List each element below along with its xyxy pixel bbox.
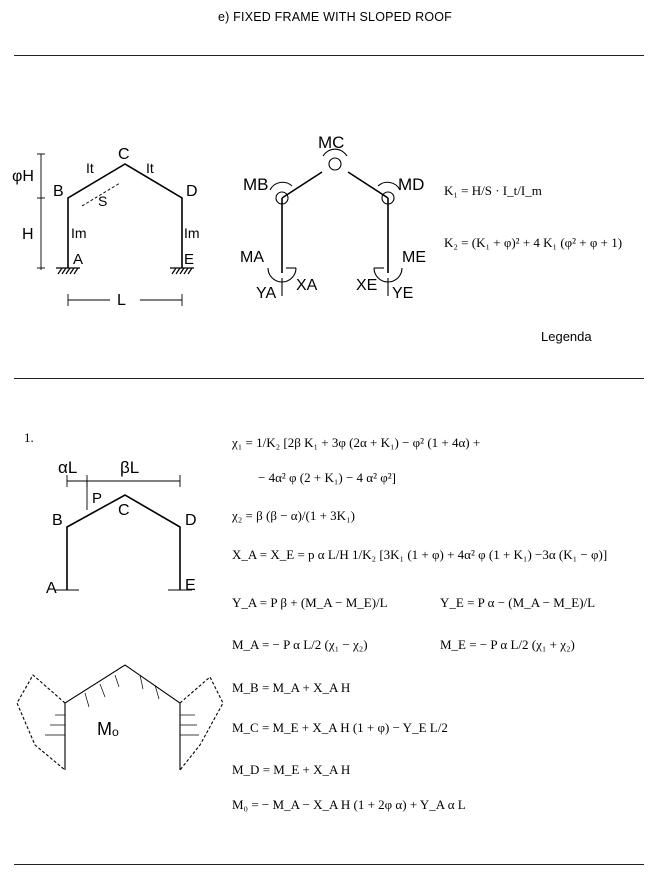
page-title: e) FIXED FRAME WITH SLOPED ROOF	[218, 10, 452, 24]
moment-diagram	[15, 655, 225, 775]
it-right-label: It	[146, 160, 154, 176]
case-node-d: D	[185, 512, 197, 529]
frame-geometry-diagram	[10, 140, 215, 310]
node-a-label: A	[73, 251, 84, 268]
xa-formula: X_A = X_E = p α L/H 1/K₂ [3K₁ (1 + φ) + 4α² φ (1 + K₁) −3α (K₁ − φ)]	[232, 547, 608, 562]
chi2-formula: χ₂ = β (β − α)/(1 + 3K₁)	[232, 508, 355, 523]
case-load-diagram	[40, 455, 215, 615]
case-node-b: B	[52, 512, 63, 529]
node-b-label: B	[53, 183, 64, 200]
l-label: L	[117, 292, 126, 309]
h-label: H	[22, 226, 34, 243]
mc-formula: M_C = M_E + X_A H (1 + φ) − Y_E L/2	[232, 720, 448, 735]
bottom-divider	[14, 864, 644, 865]
m0-label: Mₒ	[97, 719, 119, 739]
node-d-label: D	[186, 183, 198, 200]
ya-label: YA	[256, 285, 277, 302]
xa-label: XA	[296, 277, 318, 294]
node-e-label: E	[184, 251, 195, 268]
me-label: ME	[402, 249, 426, 266]
chi1-formula-cont: − 4α² φ (2 + K₁) − 4 α² φ²]	[258, 470, 396, 485]
case-node-e: E	[185, 577, 196, 594]
case-node-a: A	[46, 580, 57, 597]
md-label: MD	[398, 175, 425, 194]
md-formula: M_D = M_E + X_A H	[232, 762, 351, 777]
middle-divider	[14, 378, 644, 379]
s-label: S	[98, 193, 108, 209]
xe-label: XE	[356, 277, 378, 294]
ye-label: YE	[392, 285, 414, 302]
ma-label: MA	[240, 249, 264, 266]
ye-formula: Y_E = P α − (M_A − M_E)/L	[440, 595, 596, 610]
node-c-label: C	[118, 146, 130, 163]
alpha-l-label: αL	[58, 458, 78, 477]
beta-l-label: βL	[120, 458, 140, 477]
ya-formula: Y_A = P β + (M_A − M_E)/L	[232, 595, 388, 610]
legend-label: Legenda	[541, 329, 592, 344]
mb-formula: M_B = M_A + X_A H	[232, 680, 351, 695]
it-left-label: It	[86, 160, 94, 176]
k2-formula: K₂ = (K₁ + φ)² + 4 K₁ (φ² + φ + 1)	[444, 235, 623, 250]
chi1-formula: χ₁ = 1/K₂ [2β K₁ + 3φ (2α + K₁) − φ² (1 + 4α) +	[232, 435, 481, 450]
case-node-c: C	[118, 502, 130, 519]
mb-label: MB	[243, 175, 269, 194]
ma-formula: M_A = − P α L/2 (χ₁ − χ₂)	[232, 637, 368, 652]
reactions-diagram	[230, 128, 445, 310]
me-formula: M_E = − P α L/2 (χ₁ + χ₂)	[440, 637, 575, 652]
p-label: P	[92, 490, 103, 507]
k1-formula: K₁ = H/S · I_t/I_m	[444, 183, 542, 198]
m0-formula: M₀ = − M_A − X_A H (1 + 2φ α) + Y_A α L	[232, 797, 466, 812]
case-number: 1.	[24, 430, 34, 445]
mc-label: MC	[318, 133, 345, 152]
im-left-label: Im	[71, 225, 87, 241]
top-divider	[14, 55, 644, 56]
im-right-label: Im	[184, 225, 200, 241]
phi-h-label: φH	[12, 168, 34, 185]
